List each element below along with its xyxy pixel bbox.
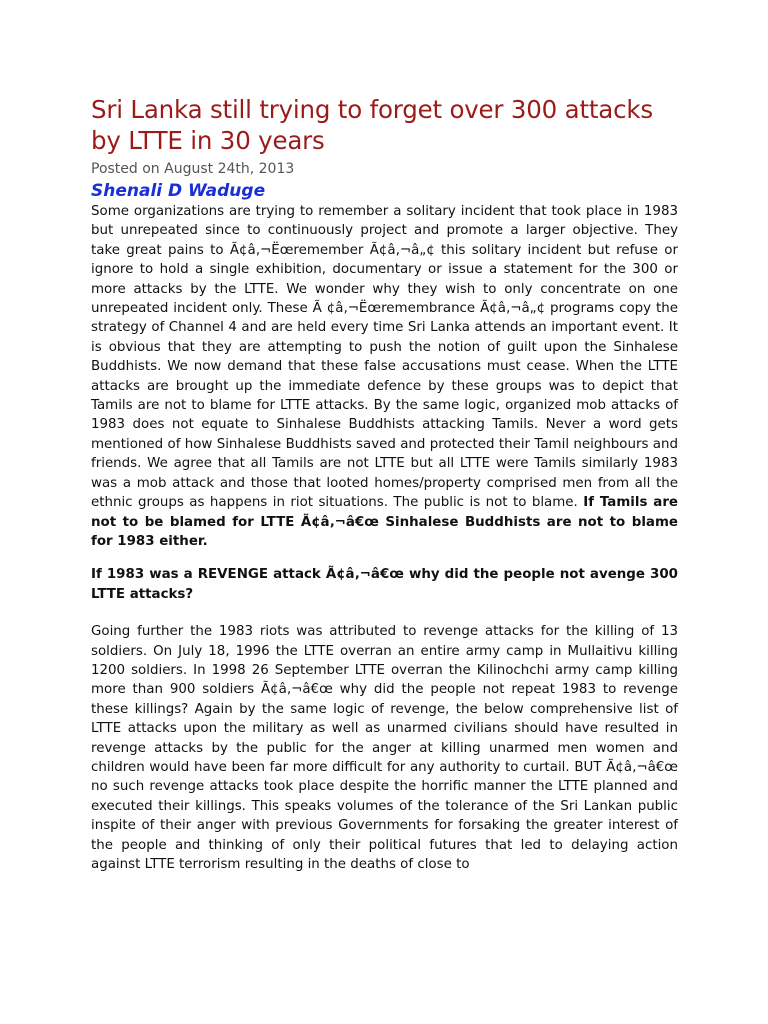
- paragraph-revenge: Going further the 1983 riots was attributed to revenge attacks for the killing of 13 soldiers. On July 18, 1996 the LTTE overran an entire army camp in Mullaitivu killing 1200 soldiers. In 1998 26 September LTTE overran the Kilinochchi army camp killing more than 900 soldiers Ã¢â‚¬â€œ why did the people not repeat 1983 to revenge these killings? Again by the same logic of revenge, the below comprehensive list of LTTE attacks upon the military as well as unarmed civilians should have resulted in revenge attacks by the public for the anger at killing unarmed men women and children would have been far more difficult for any authority to curtail. BUT Ã¢â‚¬â€œ no such revenge attacks took place despite the horrific manner the LTTE planned and executed their killings. This speaks volumes of the tolerance of the Sri Lankan public inspite of their anger with previous Governments for forsaking the greater interest of the people and thinking of only their political futures that led to delaying action against LTTE terrorism resulting in the deaths of close to: [91, 624, 678, 872]
- article-title: Sri Lanka still trying to forget over 300 attacks by LTTE in 30 years: [91, 95, 653, 155]
- article: [91, 94, 678, 874]
- paragraph-intro: [91, 202, 678, 551]
- paragraph-intro-bold: If Tamils are not to be blamed for LTTE Ã¢â‚¬â€œ Sinhalese Buddhists are not to blame for 1983 either.: [91, 495, 679, 549]
- section-subheading: If 1983 was a REVENGE attack Ã¢â‚¬â€œ why did the people not avenge 300 LTTE attacks?: [91, 567, 678, 602]
- author-name[interactable]: Shenali D Waduge: [91, 181, 266, 201]
- paragraph-intro-text: Some organizations are trying to remember a solitary incident that took place in 1983 but unrepeated since to continuously project and promote a larger objective. They take great pains to Ã¢â‚¬Ëœremember Ã¢â‚¬â„¢ this solitary incident but refuse or ignore to hold a single exhibition, documentary or issue a statement for the 300 or more attacks by the LTTE. We wonder why they wish to only concentrate on one unrepeated incident only. These Ã ¢â‚¬Ëœremembrance Ã¢â‚¬â„¢ programs copy the strategy of Channel 4 and are held every time Sri Lanka attends an important event. It is obvious that they are attempting to push the notion of guilt upon the Sinhalese Buddhists. We now demand that these false accusations must cease. When the LTTE attacks are brought up the immediate defence by these groups was to depict that Tamils are not to blame for LTTE attacks. By the same logic, organized mob attacks of 1983 does not equate to Sinhalese Buddhists attacking Tamils. Never a word gets mentioned of how Sinhalese Buddhists saved and protected their Tamil neighbours and friends. We agree that all Tamils are not LTTE but all LTTE were Tamils similarly 1983 was a mob attack and those that looted homes/property comprised men from all the ethnic groups as happens in riot situations. The public is not to blame.: [91, 204, 678, 511]
- post-date: Posted on August 24th, 2013: [91, 161, 295, 177]
